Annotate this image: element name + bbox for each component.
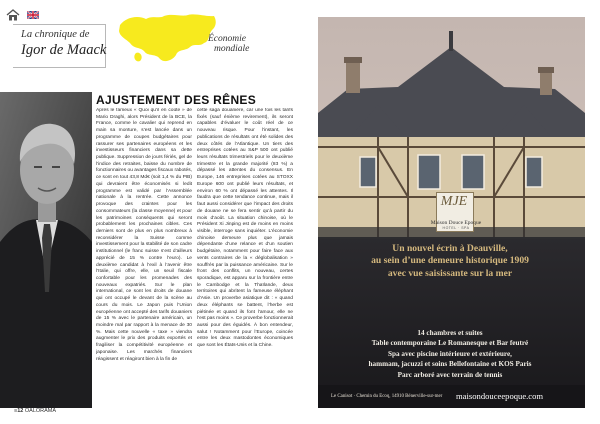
hotel-website-link[interactable]: maisondouceepoque.com xyxy=(456,391,544,401)
hotel-logo-name: Maison Douce Epoque xyxy=(430,220,482,226)
page-number: 12 xyxy=(17,408,24,414)
ad-feature-item: Spa avec piscine intérieure et extérieure, xyxy=(388,349,512,358)
hotel-address: Le Canisot · Chemin du Ecoq, 14910 Bénerville-sur-mer xyxy=(331,394,443,399)
section-label-line2: mondiale xyxy=(214,44,250,54)
section-label xyxy=(208,34,278,54)
uk-flag-icon[interactable] xyxy=(27,11,39,19)
ad-features xyxy=(322,328,578,380)
ad-headline xyxy=(322,243,578,280)
article-column-1: Après le fameux « Quoi qu’il en coûte » de Mario Draghi, alors Président de la BCE, la France, comme le cavalier qui reprend en main sa monture, s’est lancée dans un programme de coupes budgétaires pour rassurer ses partenaires européens et les investisseurs financiers dans sa dette publique. Suppression de jours fériés, gel de l’indice des retraites, baisse du nombre de fonctionnaires ou avantages fiscaux rabotés, ce sont en tout 43,8 Md€ (soit 1,4 % du PIB) qui devraient être économisés si ledit programme est validé par l’Assemblée nationale à la rentrée. Cette annonce provoque des craintes pour les consommateurs (la classe moyenne) et pour les patrimoines conséquents qui seront probablement les prochaines cibles. Ces derniers sont de plus en plus nombreux à reconsidérer la Suisse comme investissement pour la stabilité de son cadre institutionnel (le franc suisse s’est d’ailleurs apprécié de 15 % contre l’euro). Le deuxième candidat à l’exil à l’avenir être l’Italie, qui offre, elle, un seuil fiscale confortable pour les promenades des nouveaux expatriés. Sur le plan international, ce sont les droits de douane qui ont occupé le devant de la scène au cours du mois. Le Japon puis l’Union européenne ont accepté des tarifs douaniers de 15 % avec le partenaire américain, un moindre mal par rapport à la menace de 30 %. Mais cette nouvelle « taxe » viendra augmenter le prix des produits exportés et fragiliser la compétitivité européenne et japonaise. Les marchés financiers réagissent et réagiront bien à la fin de xyxy=(96,108,192,362)
hotel-logo-monogram: MJE xyxy=(440,194,468,209)
hotel-logo-tagline: HOTEL · SPA xyxy=(442,226,470,230)
ad-headline-line: au sein d’une demeure historique 1909 xyxy=(371,255,529,267)
ad-feature-item: 14 chambres et suites xyxy=(417,329,483,337)
ad-feature-item: Table contemporaine Le Romanesque et Bar feutré xyxy=(371,339,529,348)
magazine-name: OALORAMA xyxy=(24,408,57,414)
page-footer: ≡12 OALORAMA xyxy=(14,408,57,414)
author-portrait xyxy=(0,92,92,408)
world-map-graphic xyxy=(116,13,218,65)
article-column-2: cette saga douanière, car une fois les tarifs fixés (sauf énième revirement), ils seront capables d’évaluer le coût réel de ce nouveau risque. Pour l’instant, les publications de résultats ont été solides des deux côtés de l’Atlantique. Un tiers des entreprises cotées au S&P 500 ont publié leurs résultats trimestriels pour le deuxième trimestre et la grande majorité (83 %) a dépassé les attentes du consensus. En Europe, 146 entreprises cotées au STOXX Europe 600 ont publié leurs résultats, et environ 60 % ont dépassé les attentes. Il faudra que cette tendance continue, mais il faut aussi considérer que l’impact des droits de douane ne se fera sentir qu’à partir du mois d’août. La situation chinoise, où le Président Xi Jinping est de moins en moins visible, interroge sans inquiéter. L’économie chinoise demeure plus que jamais dépendante d’une relance et d’un soutien budgétaire, notamment pour faire face aux vents contraires de la « déglobalisation » souffrés par la puissance américaine. Sur le front des conflits, un nouveau, certes sporadique, est apparu sur la frontière entre le Cambodge et la Thaïlande, deux territoires qui abritent la fameuse éléphant d’Asie. Un proverbe asiatique dit : « quand deux éléphants se battent, l’herbe est piétinée et quand ils font l’amour, elle ne l’est pas moins ». Ce proverbe fonctionnerait aussi pour des éguidés. À bon entendeur, salut ! Notamment pour l’Europe, coincée entre les deux mastodontes économiques que sont les États-Unis et la Chine. xyxy=(197,108,293,349)
ad-feature-item: hammam, jacuzzi et soins Bellefontaine et KOS Paris xyxy=(368,360,532,369)
ad-feature-item: Parc arboré avec terrain de tennis xyxy=(397,370,503,379)
section-label-line1: Économie xyxy=(208,34,246,44)
ad-headline-line: avec vue saisissante sur la mer xyxy=(387,267,513,279)
article-title: AJUSTEMENT DES RÊNES xyxy=(96,93,257,107)
ad-headline-line: Un nouvel écrin à Deauville, xyxy=(392,243,508,254)
columnist-name: Igor de Maack xyxy=(21,42,107,58)
column-kicker: La chronique de xyxy=(21,29,90,40)
home-icon[interactable] xyxy=(6,9,20,21)
